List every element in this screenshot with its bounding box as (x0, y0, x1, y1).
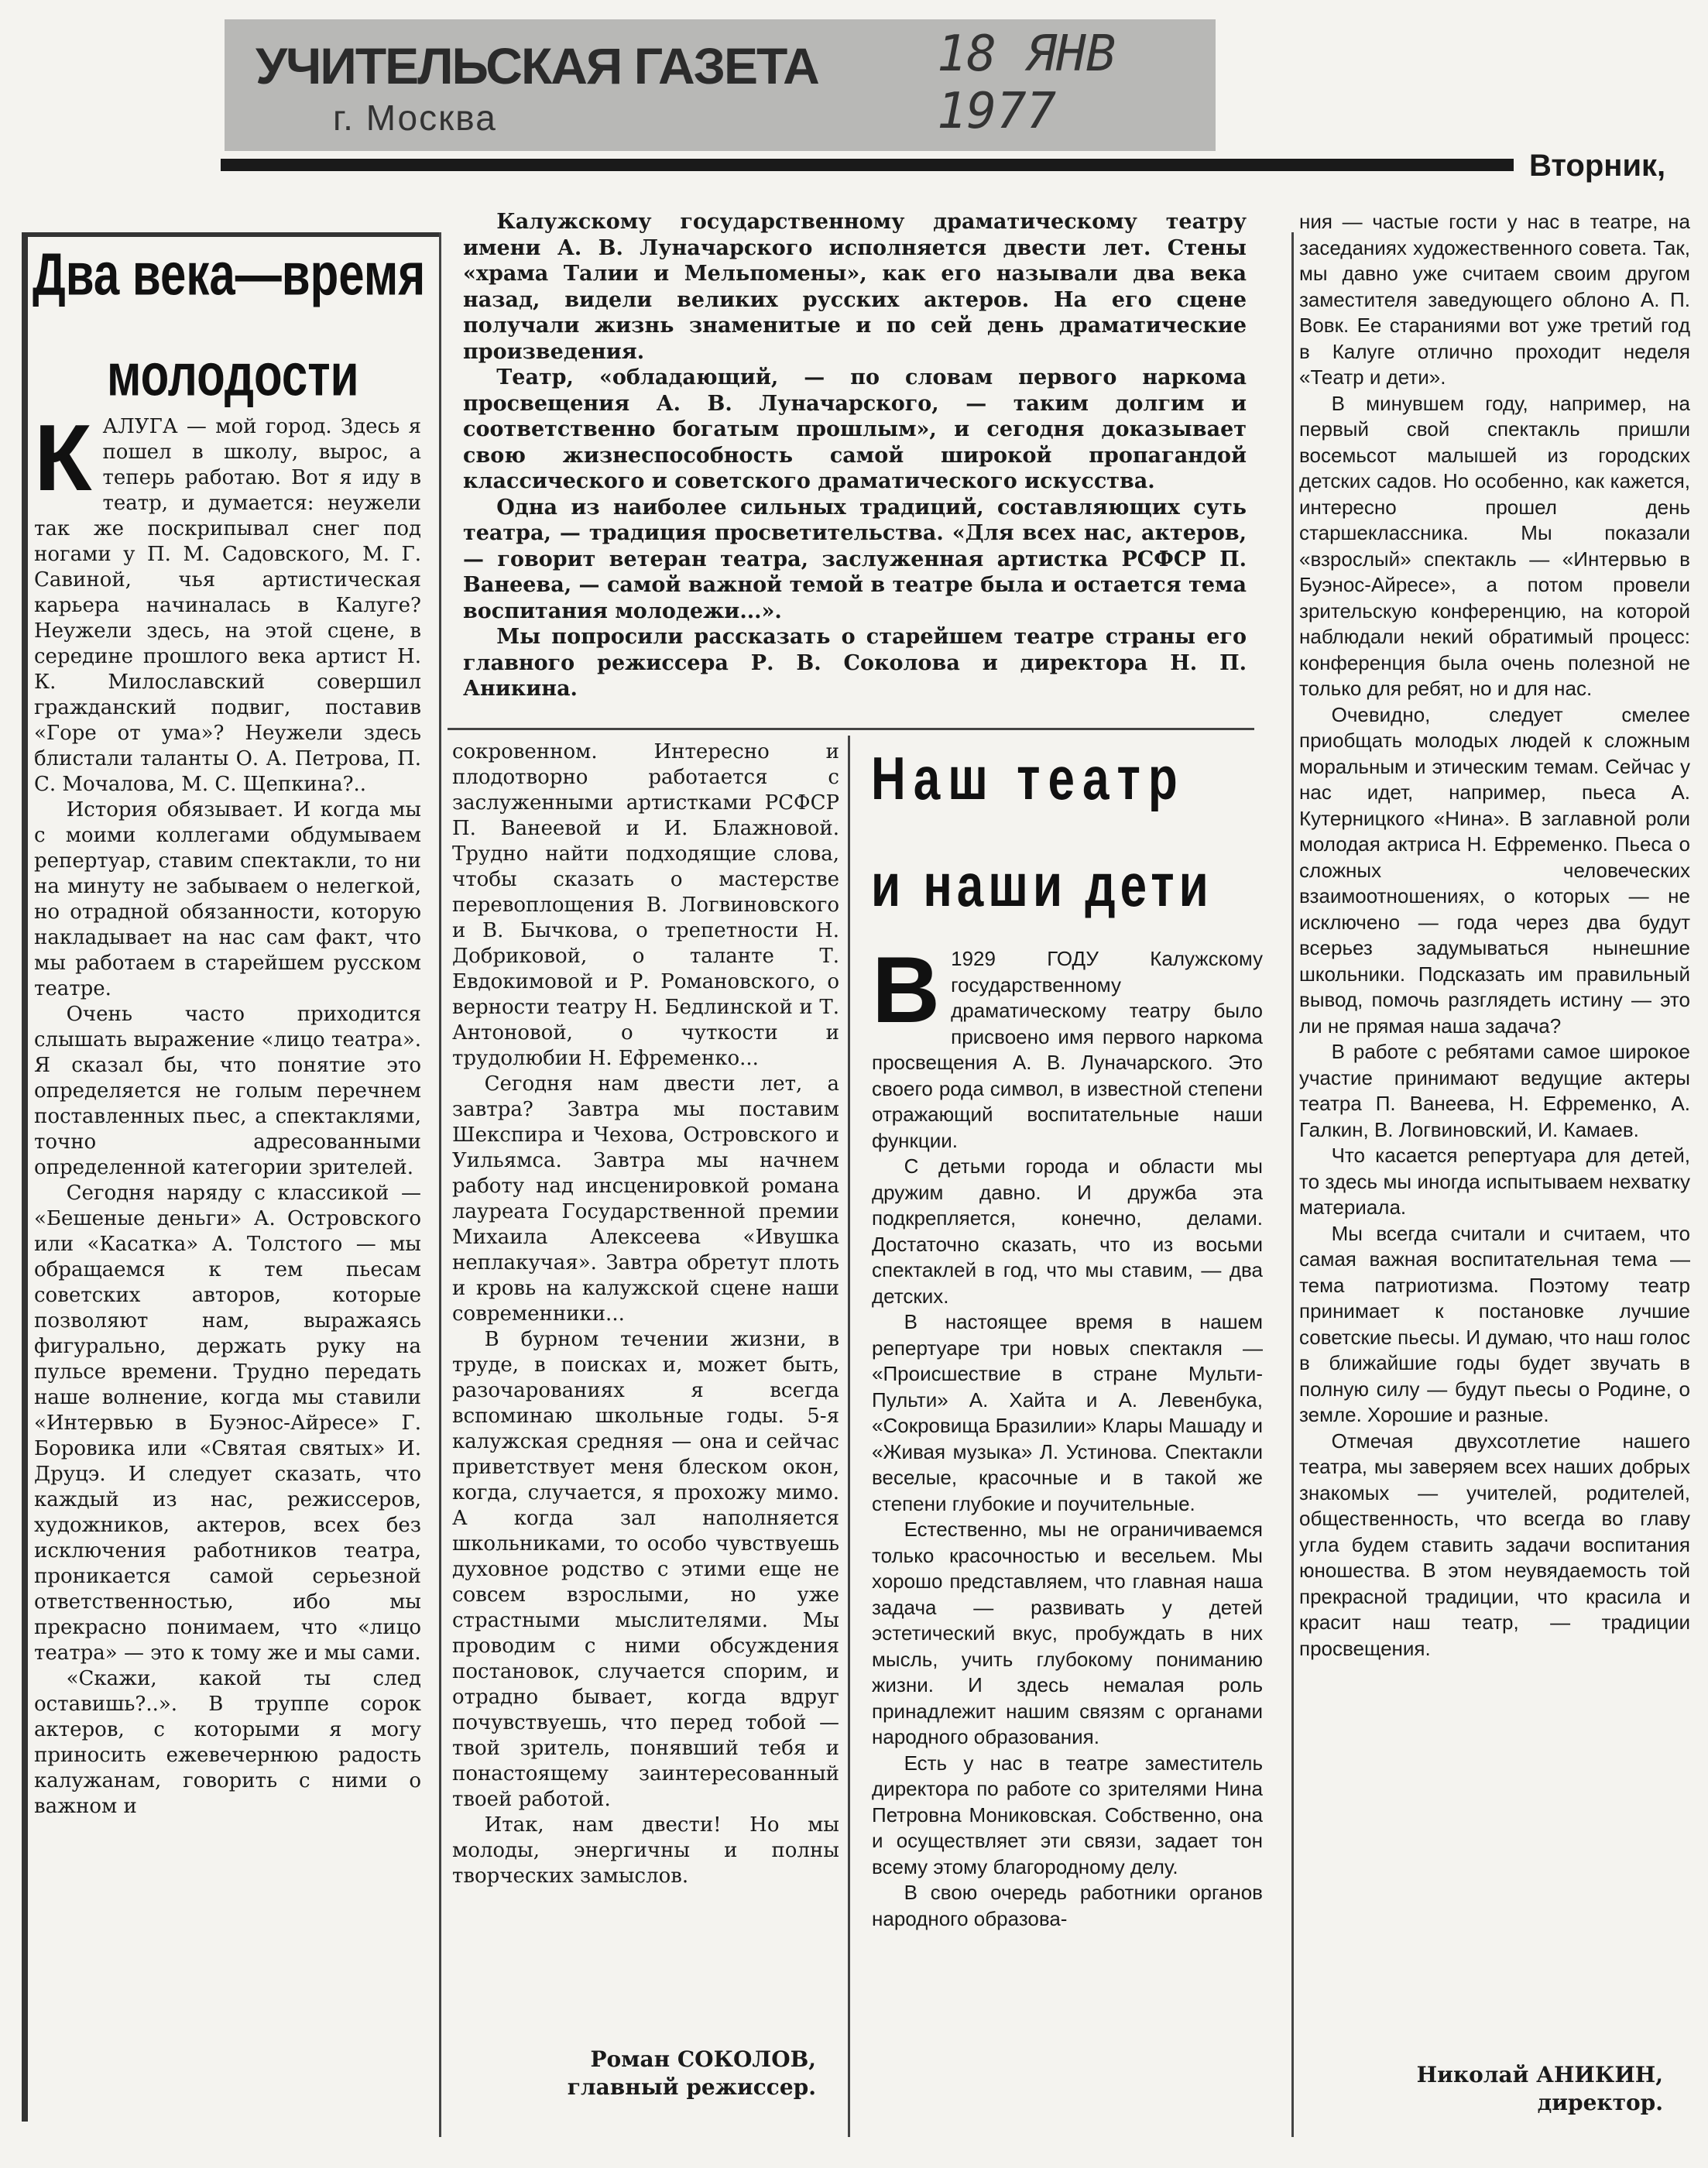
lead-paragraph: Мы попросили рассказать о старейшем театре страны его главного режиссера Р. В. Соколова и директора Н. П. Аникина. (463, 625, 1247, 701)
paragraph: Что касается репертуара для детей, то здесь мы иногда испытываем нехватку материала. (1299, 1144, 1690, 1219)
paragraph: В бурном течении жизни, в труде, в поисках и, может быть, разочарованиях я всегда вспоминаю школьные годы. 5-я калужская средняя — она и сейчас приветствует меня блеском окон, когда, случается, я прохожу мимо. А когда зал наполняется школьниками, то особо чувствуешь духовное родство с этими еще не совсем взрослыми, но уже страстными мыслителями. Мы проводим с ними обсуждения постановок, случается спорим, и отрадно бывает, когда вдруг почувствуешь, что перед тобой — твой зритель, понявший тебя и понастоящему заинтересованный твоей работой. (452, 1328, 839, 1811)
lead-paragraph: Калужскому государственному драматическому театру имени А. В. Луначарского исполняется двести лет. Стены «храма Талии и Мельпомены», как его называли два века назад, видели великих русских актеров. На его сцене получали жизнь знаменитые и по сей день драматические произведения. (463, 210, 1247, 364)
paragraph: Очень часто приходится слышать выражение «лицо театра». Я сказал бы, что понятие это определяется не голым перечнем поставленных пьес, а спектаклями, точно адресованными определенной категории зрителей. (34, 1003, 421, 1179)
author-title: главный режиссер. (567, 2074, 816, 2100)
article-2-signature (1299, 2061, 1663, 2117)
stamp-date: 18 ЯНВ 1977 (937, 26, 1116, 140)
paragraph: С детьми города и области мы дружим давно. И дружба эта подкрепляется, конечно, делами. Достаточно сказать, что из восьми спектаклей в год, что мы ставим, — два детских. (872, 1154, 1263, 1308)
paragraph (872, 937, 1263, 1154)
paragraph-text: АЛУГА — мой город. Здесь я пошел в школу, вырос, а теперь работаю. Вот я иду в театр, и думается: неужели так же поскрипывал снег под ногами у П. М. Садовского, М. Г. Савиной, чья артистическая карьера начиналась в Калуге? Неужели здесь, на этой сцене, в середине прошлого века артист Н. К. Милославский совершил гражданский подвиг, поставив «Горе от ума»? Неужели здесь блистали таланты О. А. Петрова, П. С. Мочалова, М. С. Щепкина?.. (34, 415, 421, 796)
paragraph: Сегодня наряду с классикой — «Бешеные деньги» А. Островского или «Касатка» А. Толстого — мы обращаемся к тем пьесам советских авторов, которые позволяют нам, выражаясь фигурально, держать руку на пульсе времени. Трудно передать наше волнение, когда мы ставили «Интервью в Буэнос-Айресе» Г. Боровика или «Святая святых» И. Друцэ. И следует сказать, что каждый из нас, режиссеров, художников, актеров, всех без исключения работников театра, проникается самой серьезной ответственностью, ибо мы прекрасно понимаем, что «лицо театра» — это к тому же и мы сами. (34, 1182, 421, 1665)
column-divider (1291, 232, 1294, 2137)
drop-cap: В (872, 937, 941, 1042)
article-2-headline-line1: Наш театр (871, 746, 1185, 813)
newspaper-stamp (225, 19, 1216, 151)
lead-paragraph: Одна из наиболее сильных традиций, составляющих суть театра, — традиция просветительства. «Для всех нас, актеров, — говорит ветеран театра, заслуженная артистка РСФСР П. Ванеева, — самой важной темой в театре была и остается тема воспитания молодежи...». (463, 495, 1247, 623)
paragraph: В свою очередь работники органов народного образова- (872, 1881, 1263, 1930)
article-1-column-1 (34, 405, 421, 1820)
stamp-newspaper-name: УЧИТЕЛЬСКАЯ ГАЗЕТА (256, 37, 818, 94)
article-2-column-2 (1299, 209, 1690, 1662)
article-1-headline-line1: Два века—время (33, 241, 426, 308)
column-divider (439, 232, 441, 2137)
paragraph: ния — частые гости у нас в театре, на заседаниях художественного совета. Так, мы давно уже считаем своим другом заместителя заведующего облоно А. П. Вовк. Ее стараниями вот уже третий год в Калуге отлично проходит неделя «Театр и дети». (1299, 210, 1690, 389)
paragraph: Очевидно, следует смелее приобщать молодых людей к сложным моральным и этическим темам. Сейчас у нас идет, например, пьеса А. Кутерницкого «Нина». В заглавной роли молодая актриса Н. Ефременко. Пьеса о сложных человеческих взаимоотношениях, о которых — не исключено — года через два будут всерьез задумываться нынешние школьники. Подсказать им правильный вывод, помочь разглядеть истину — это ли не прямая наша задача? (1299, 702, 1690, 1038)
paragraph: История обязывает. И когда мы с моими коллегами обдумываем репертуар, ставим спектакли, то ни на минуту не забываем о нелегкой, но отрадной обязанности, которую накладывает на нас сам факт, что мы работаем в старейшем русском театре. (34, 798, 421, 1000)
paragraph: Есть у нас в театре заместитель директора по работе со зрителями Нина Петровна Мониковская. Собственно, она и осуществляет эти связи, задает тон всему этому благородному делу. (872, 1751, 1263, 1878)
article-1-column-2 (452, 739, 839, 1889)
paragraph-text: 1929 ГОДУ Калужскому государственному драматическому театру было присвоено имя первого наркома просвещения А. В. Луначарского. Это своего рода символ, в известной степени отражающий воспитательные наши функции. (872, 947, 1263, 1152)
article-1-headline-line2: молодости (107, 341, 359, 409)
paragraph: сокровенном. Интересно и плодотворно работается с заслуженными артистками РСФСР П. Ванеевой и И. Блажновой. Трудно найти подходящие слова, чтобы сказать о мастерстве перевоплощения В. Логвиновского и В. Бычкова, о трепетности Н. Добриковой, о таланте Т. Евдокимовой и Р. Романовского, о верности театру Н. Бедлинской и Т. Антоновой, о чуткости и трудолюбии Н. Ефременко... (452, 740, 839, 1070)
masthead-rule (221, 159, 1514, 171)
paragraph: Естественно, мы не ограничиваемся только красочностью и весельем. Мы хорошо представляем, что главная наша задача — развивать у детей эстетический вкус, пробуждать в них мысль, учить глубокому пониманию жизни. И здесь немалая роль принадлежит нашим связям с органами народного образования. (872, 1518, 1263, 1748)
author-name: Роман СОКОЛОВ, (590, 2046, 816, 2072)
paragraph: Сегодня нам двести лет, а завтра? Завтра мы поставим Шекспира и Чехова, Островского и Уильямса. Завтра мы начнем работу над инсценировкой романа лауреата Государственной премии Михаила Алексеева «Ивушка неплакучая». Завтра обретут плоть и кровь на калужской сцене наши современники... (452, 1072, 839, 1326)
author-title: директор. (1537, 2090, 1663, 2115)
paragraph: Мы всегда считали и считаем, что самая важная воспитательная тема — тема патриотизма. Поэтому театр принимает к постановке лучшие советские пьесы. И думаю, что наш голос в ближайшие годы будет звучать в полную силу — будут пьесы о Родине, о земле. Хорошие и разные. (1299, 1221, 1690, 1426)
section-divider (448, 728, 1254, 730)
article-1-lead (463, 209, 1247, 702)
article-1-signature (452, 2046, 816, 2101)
paragraph: Отмечая двухсотлетие нашего театра, мы заверяем всех наших добрых знакомых — учителей, родителей, общественность, что всегда во главу угла будем ставить задачи воспитания юношества. В этом неувядаемость той прекрасной традиции, что красила и красит наш театр, — традиции просвещения. (1299, 1429, 1690, 1660)
article-2-column-1 (872, 937, 1263, 1932)
paragraph: «Скажи, какой ты след оставишь?..». В труппе сорок актеров, с которыми я могу приносить ежевечернюю радость калужанам, говорить с ними о важном и (34, 1667, 421, 1818)
article-2-headline-line2: и наши дети (871, 852, 1213, 920)
drop-cap: К (34, 405, 92, 510)
top-border (22, 232, 440, 237)
paragraph: В минувшем году, например, на первый свой спектакль пришли восемьсот малышей из городских детских садов. Но особенно, как кажется, интересно прошел день старшеклассника. Мы показали «взрослый» спектакль — «Интервью в Буэнос-Айресе», а потом провели зрительскую конференцию, на которой наблюдали некий обратимый процесс: конференция была очень полезной не только для ребят, но и для нас. (1299, 391, 1690, 700)
paragraph (34, 405, 421, 798)
column-divider (848, 736, 850, 2137)
lead-paragraph: Театр, «обладающий, — по словам первого наркома просвещения А. В. Луначарского, — таким долгим и соответственно богатым прошлым», и сегодня доказывает свою жизнеспособность самой широкой пропагандой классического и советского драматического искусства. (463, 365, 1247, 493)
author-name: Николай АНИКИН, (1416, 2062, 1663, 2087)
paragraph: В работе с ребятами самое широкое участие принимают ведущие актеры театра П. Ванеева, Н. Ефременко, А. Галкин, В. Логвиновский, И. Камаев. (1299, 1040, 1690, 1141)
left-border (22, 232, 28, 2122)
paragraph: Итак, нам двести! Но мы молоды, энергичны и полны творческих замыслов. (452, 1813, 839, 1888)
stamp-city: г. Москва (333, 98, 497, 138)
weekday-label: Вторник, (1529, 149, 1666, 183)
paragraph: В настоящее время в нашем репертуаре три новых спектакля — «Происшествие в стране Мульти-Пульти» А. Хайта и А. Левенбука, «Сокровища Бразилии» Клары Машаду и «Живая музыка» Л. Устинова. Спектакли веселые, красочные и в такой же степени глубокие и поучительные. (872, 1310, 1263, 1515)
